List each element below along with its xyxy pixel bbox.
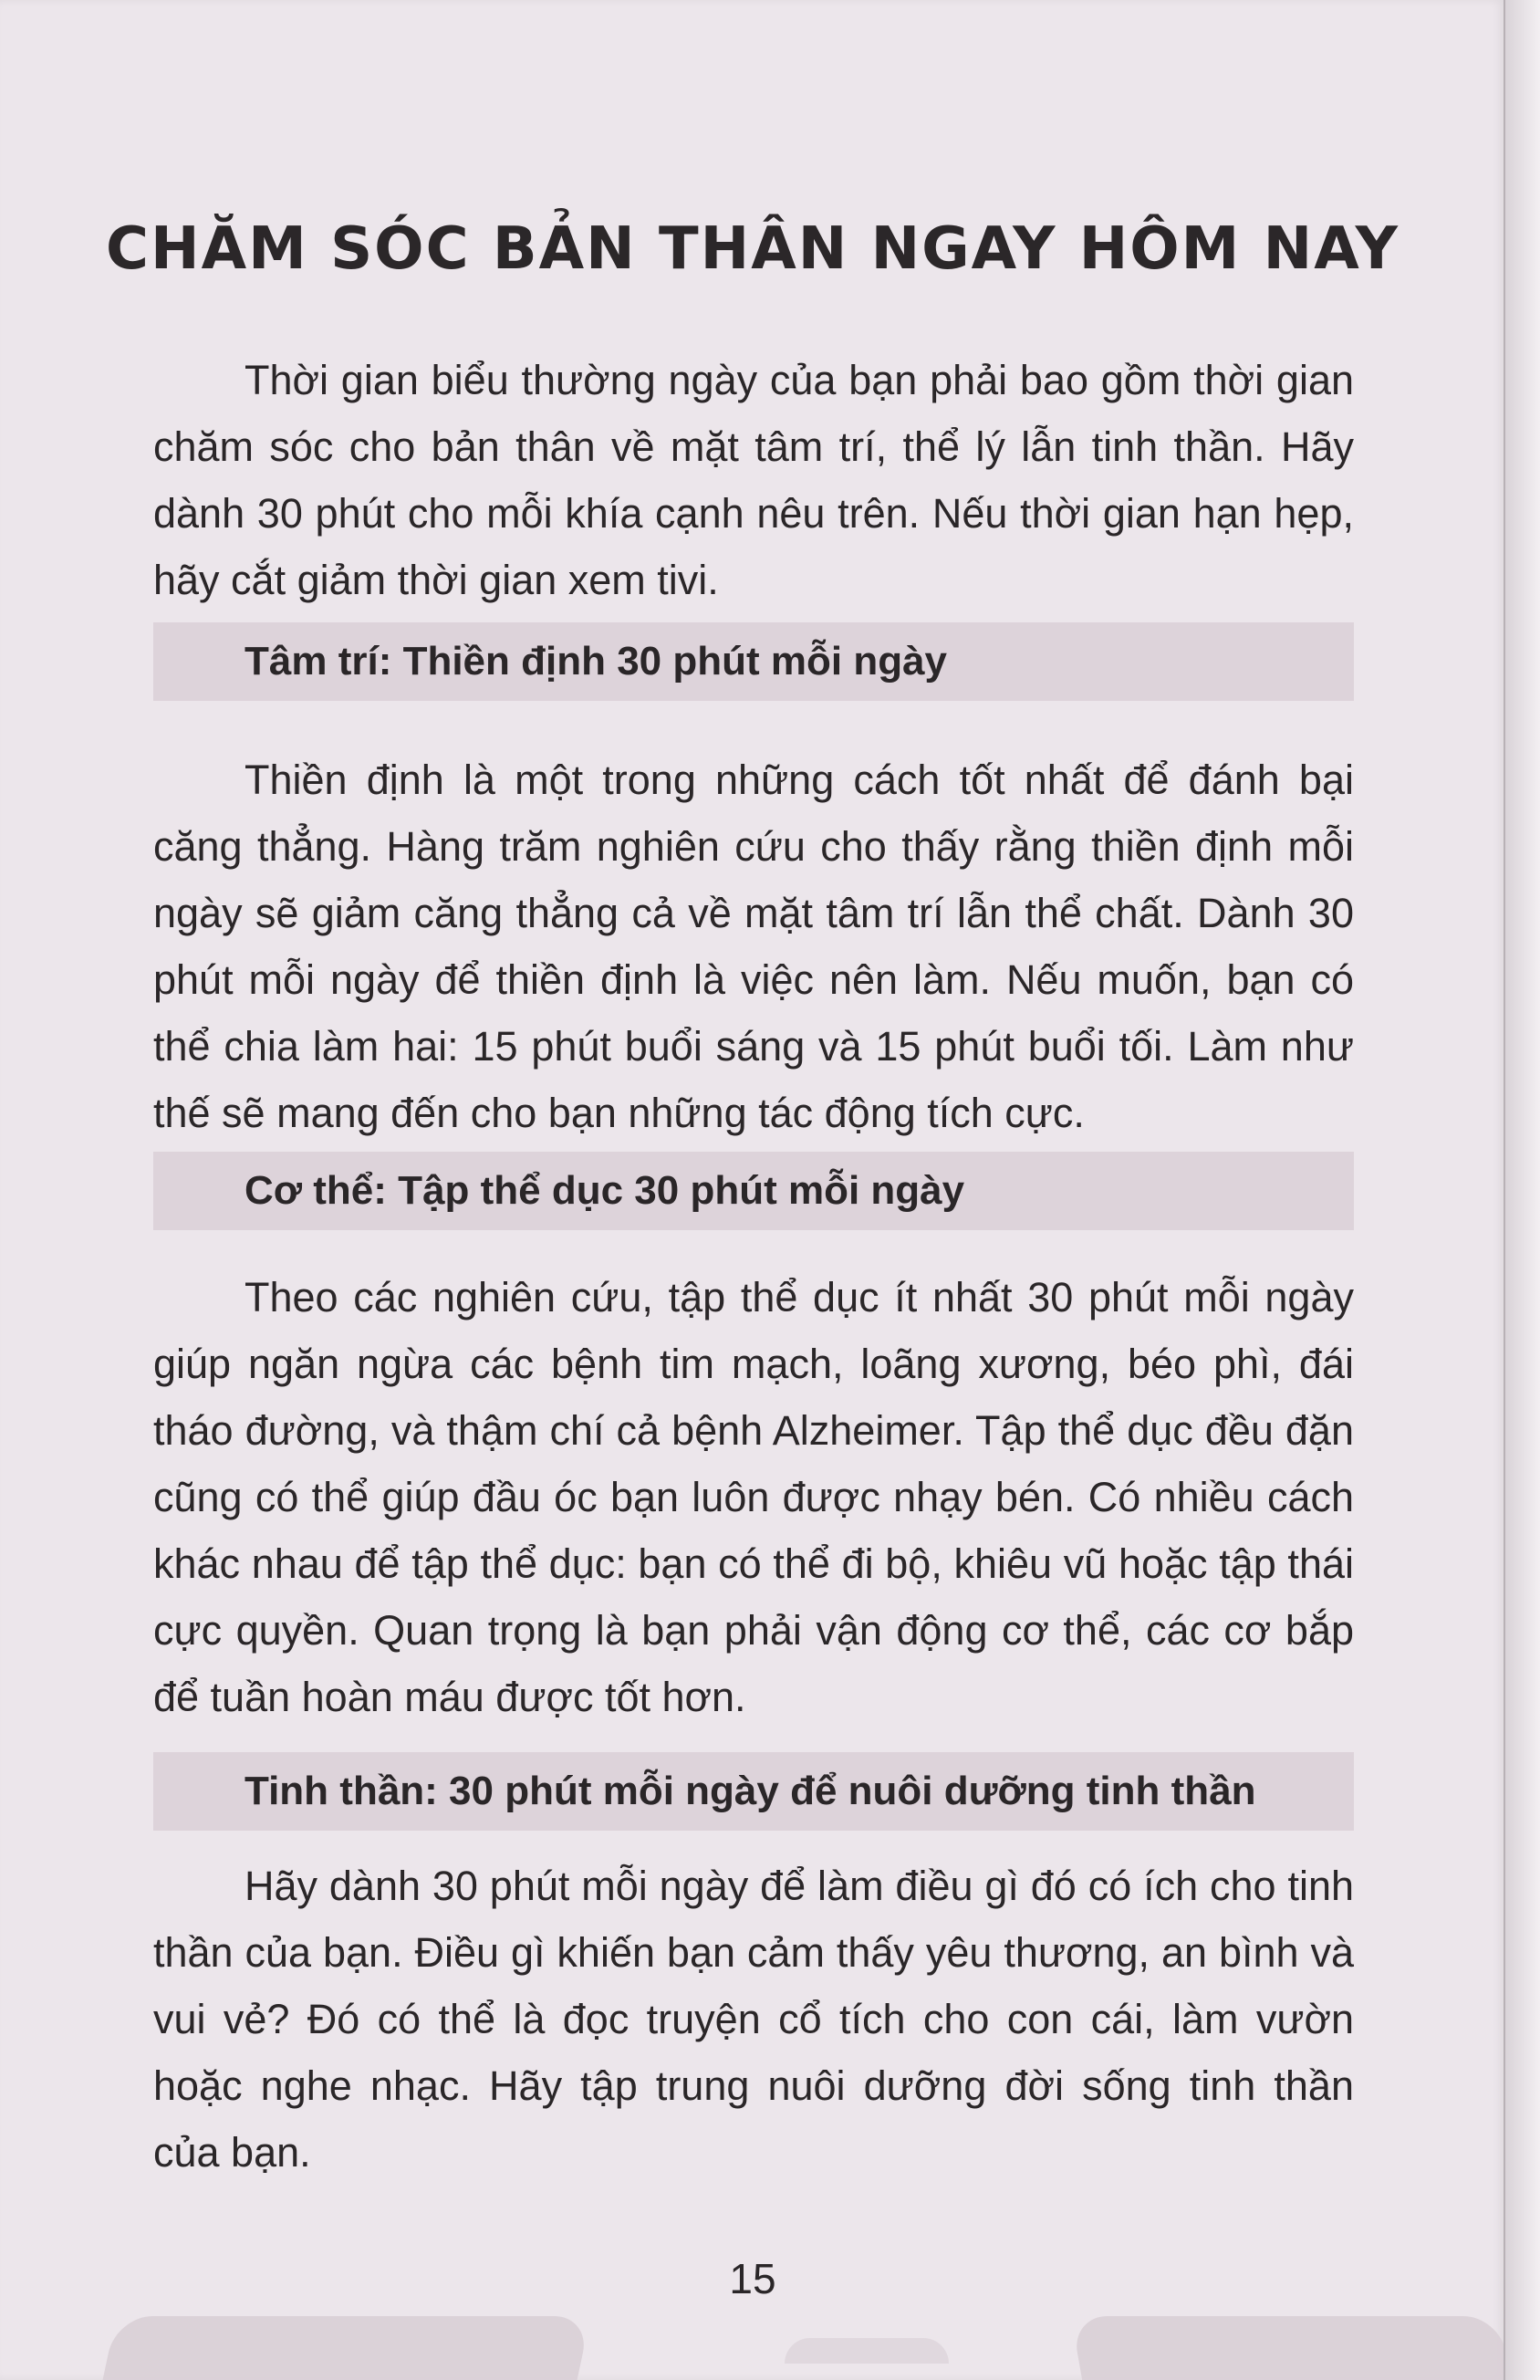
page-title: CHĂM SÓC BẢN THÂN NGAY HÔM NAY: [106, 215, 1400, 283]
brush-stroke-decoration: [103, 2316, 591, 2380]
section-body-body: Theo các nghiên cứu, tập thể dục ít nhất 30 phút mỗi ngày giúp ngăn ngừa các bệnh tim mạch, loãng xương, béo phì, đái tháo đường, và thậm chí cả bệnh Alzheimer. Tập thể dục đều đặn cũng có thể giúp đầu óc bạn luôn được nhạy bén. Có nhiều cách khác nhau để tập thể dục: bạn có thể đi bộ, khiêu vũ hoặc tập thái cực quyền. Quan trọng là bạn phải vận động cơ thể, các cơ bắp để tuần hoàn máu được tốt hơn.: [153, 1274, 1354, 1720]
section-body-mind: Thiền định là một trong những cách tốt nhất để đánh bại căng thẳng. Hàng trăm nghiên cứu cho thấy rằng thiền định mỗi ngày sẽ giảm căng thẳng cả về mặt tâm trí lẫn thể chất. Dành 30 phút mỗi ngày để thiền định là việc nên làm. Nếu muốn, bạn có thể chia làm hai: 15 phút buổi sáng và 15 phút buổi tối. Làm như thế sẽ mang đến cho bạn những tác động tích cực.: [153, 757, 1354, 1136]
section-heading-spirit: Tinh thần: 30 phút mỗi ngày để nuôi dưỡng tinh thần: [153, 1752, 1354, 1831]
page-number: 15: [729, 2255, 776, 2302]
section-heading-body: Cơ thể: Tập thể dục 30 phút mỗi ngày: [153, 1152, 1354, 1230]
brush-stroke-decoration: [1071, 2316, 1511, 2380]
page-edge: [1504, 0, 1540, 2380]
section-body-spirit: Hãy dành 30 phút mỗi ngày để làm điều gì đó có ích cho tinh thần của bạn. Điều gì khiến bạn cảm thấy yêu thương, an bình và vui vẻ? Đó có thể là đọc truyện cổ tích cho con cái, làm vườn hoặc nghe nhạc. Hãy tập trung nuôi dưỡng đời sống tinh thần của bạn.: [153, 1863, 1354, 2176]
intro-paragraph: Thời gian biểu thường ngày của bạn phải bao gồm thời gian chăm sóc cho bản thân về mặt tâm trí, thể lý lẫn tinh thần. Hãy dành 30 phút cho mỗi khía cạnh nêu trên. Nếu thời gian hạn hẹp, hãy cắt giảm thời gian xem tivi.: [153, 357, 1354, 603]
section-heading-mind: Tâm trí: Thiền định 30 phút mỗi ngày: [153, 622, 1354, 701]
brush-stroke-decoration: [785, 2338, 949, 2364]
